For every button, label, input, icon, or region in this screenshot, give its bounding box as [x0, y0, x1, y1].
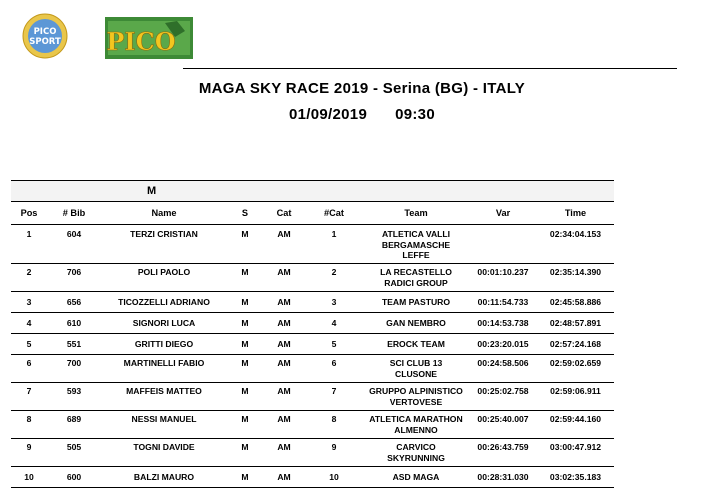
cell-bib: 610 — [47, 313, 101, 334]
cell-sex: M — [227, 467, 263, 488]
cell-pos: 1 — [11, 225, 47, 264]
logo1-text-2: SPORT — [29, 37, 61, 47]
cell-ncat: 7 — [305, 383, 363, 411]
cell-var: 00:25:40.007 — [469, 411, 537, 439]
cell-ncat: 9 — [305, 439, 363, 467]
cell-bib: 689 — [47, 411, 101, 439]
cell-bib: 600 — [47, 467, 101, 488]
cell-time: 02:57:24.168 — [537, 334, 614, 355]
cell-var: 00:11:54.733 — [469, 292, 537, 313]
table-row — [11, 439, 614, 467]
cell-cat: AM — [263, 313, 305, 334]
cell-cat: AM — [263, 467, 305, 488]
cell-sex: M — [227, 334, 263, 355]
cell-time: 02:45:58.886 — [537, 292, 614, 313]
header-rule — [183, 68, 677, 69]
cell-ncat: 3 — [305, 292, 363, 313]
team-line: LEFFE — [402, 250, 430, 260]
cell-ncat: 8 — [305, 411, 363, 439]
results-body — [11, 225, 614, 488]
cell-team — [363, 334, 469, 355]
table-row — [11, 467, 614, 488]
header-cat: Cat — [263, 202, 305, 225]
cell-ncat: 2 — [305, 264, 363, 292]
team-line: SCI CLUB 13 — [389, 358, 443, 368]
team-line: GAN NEMBRO — [386, 317, 446, 328]
cell-team — [363, 383, 469, 411]
team-line: CLUSONE — [394, 368, 438, 379]
category-row — [11, 181, 614, 202]
header-team: Team — [363, 202, 469, 225]
cell-name: MAFFEIS MATTEO — [101, 383, 227, 411]
cell-pos: 8 — [11, 411, 47, 439]
cell-time: 02:35:14.390 — [537, 264, 614, 292]
cell-sex: M — [227, 439, 263, 467]
cell-pos: 9 — [11, 439, 47, 467]
cell-cat: AM — [263, 334, 305, 355]
cell-time: 02:34:04.153 — [537, 225, 614, 264]
cell-pos: 2 — [11, 264, 47, 292]
cell-name: TOGNI DAVIDE — [101, 439, 227, 467]
team-line: ASD MAGA — [392, 471, 440, 482]
team-line: VERTOVESE — [389, 396, 443, 407]
race-date: 01/09/2019 — [289, 106, 368, 123]
cell-var: 00:01:10.237 — [469, 264, 537, 292]
cell-time: 02:59:02.659 — [537, 355, 614, 383]
cell-name: NESSI MANUEL — [101, 411, 227, 439]
cell-bib: 706 — [47, 264, 101, 292]
cell-sex: M — [227, 383, 263, 411]
pico-logo — [105, 17, 193, 59]
cell-name: TICOZZELLI ADRIANO — [101, 292, 227, 313]
team-line: ATLETICA MARATHON — [369, 414, 463, 424]
cell-bib: 604 — [47, 225, 101, 264]
cell-var: 00:14:53.738 — [469, 313, 537, 334]
cell-sex: M — [227, 292, 263, 313]
cell-team — [363, 411, 469, 439]
cell-ncat: 5 — [305, 334, 363, 355]
cell-var: 00:24:58.506 — [469, 355, 537, 383]
cell-time: 02:48:57.891 — [537, 313, 614, 334]
cell-var: 00:28:31.030 — [469, 467, 537, 488]
cell-bib: 551 — [47, 334, 101, 355]
team-line: TEAM PASTURO — [381, 296, 451, 307]
table-row — [11, 292, 614, 313]
team-line: LA RECASTELLO — [380, 267, 452, 277]
results-table — [11, 180, 614, 488]
cell-sex: M — [227, 225, 263, 264]
team-line: SKYRUNNING — [387, 452, 445, 463]
cell-team — [363, 467, 469, 488]
cell-bib: 700 — [47, 355, 101, 383]
cell-ncat: 1 — [305, 225, 363, 264]
cell-cat: AM — [263, 225, 305, 264]
team-line: BERGAMASCHE — [381, 239, 451, 250]
cell-bib: 656 — [47, 292, 101, 313]
table-row — [11, 411, 614, 439]
cell-time: 03:02:35.183 — [537, 467, 614, 488]
cell-name: TERZI CRISTIAN — [101, 225, 227, 264]
cell-var — [469, 225, 537, 264]
race-title: MAGA SKY RACE 2019 - Serina (BG) - ITALY — [198, 80, 526, 97]
cell-team — [363, 292, 469, 313]
table-row — [11, 264, 614, 292]
cell-time: 02:59:44.160 — [537, 411, 614, 439]
cell-team — [363, 225, 469, 264]
cell-sex: M — [227, 411, 263, 439]
cell-name: SIGNORI LUCA — [101, 313, 227, 334]
pico-sport-logo — [21, 13, 69, 59]
team-line: ATLETICA VALLI — [381, 229, 451, 239]
team-line: EROCK TEAM — [387, 338, 445, 349]
cell-pos: 7 — [11, 383, 47, 411]
header-name: Name — [101, 202, 227, 225]
cell-pos: 6 — [11, 355, 47, 383]
cell-sex: M — [227, 313, 263, 334]
team-line: GRUPPO ALPINISTICO — [369, 386, 463, 396]
team-line: CARVICO — [396, 442, 436, 452]
cell-name: POLI PAOLO — [101, 264, 227, 292]
cell-team — [363, 355, 469, 383]
cell-cat: AM — [263, 411, 305, 439]
logo2-text: PICO — [106, 27, 176, 56]
header-var: Var — [469, 202, 537, 225]
category-label: M — [11, 181, 614, 202]
table-row — [11, 313, 614, 334]
race-datetime — [0, 106, 724, 123]
cell-pos: 5 — [11, 334, 47, 355]
cell-pos: 10 — [11, 467, 47, 488]
cell-bib: 593 — [47, 383, 101, 411]
cell-ncat: 6 — [305, 355, 363, 383]
logo1-text-1: PICO — [33, 27, 57, 37]
table-row — [11, 225, 614, 264]
header-ncat: #Cat — [305, 202, 363, 225]
cell-cat: AM — [263, 292, 305, 313]
team-line: ALMENNO — [394, 424, 438, 435]
cell-cat: AM — [263, 439, 305, 467]
header-pos: Pos — [11, 202, 47, 225]
cell-sex: M — [227, 264, 263, 292]
table-row — [11, 383, 614, 411]
race-time: 09:30 — [395, 106, 435, 123]
cell-ncat: 10 — [305, 467, 363, 488]
cell-cat: AM — [263, 355, 305, 383]
table-row — [11, 334, 614, 355]
cell-time: 02:59:06.911 — [537, 383, 614, 411]
cell-pos: 4 — [11, 313, 47, 334]
cell-bib: 505 — [47, 439, 101, 467]
cell-sex: M — [227, 355, 263, 383]
cell-ncat: 4 — [305, 313, 363, 334]
cell-time: 03:00:47.912 — [537, 439, 614, 467]
cell-team — [363, 313, 469, 334]
header-sex: S — [227, 202, 263, 225]
cell-team — [363, 264, 469, 292]
cell-name: BALZI MAURO — [101, 467, 227, 488]
team-line: RADICI GROUP — [384, 277, 448, 288]
cell-name: GRITTI DIEGO — [101, 334, 227, 355]
cell-cat: AM — [263, 264, 305, 292]
header-time: Time — [537, 202, 614, 225]
cell-name: MARTINELLI FABIO — [101, 355, 227, 383]
cell-cat: AM — [263, 383, 305, 411]
header-bib: # Bib — [47, 202, 101, 225]
header-row — [11, 202, 614, 225]
cell-var: 00:25:02.758 — [469, 383, 537, 411]
cell-pos: 3 — [11, 292, 47, 313]
cell-team — [363, 439, 469, 467]
cell-var: 00:26:43.759 — [469, 439, 537, 467]
cell-var: 00:23:20.015 — [469, 334, 537, 355]
table-row — [11, 355, 614, 383]
